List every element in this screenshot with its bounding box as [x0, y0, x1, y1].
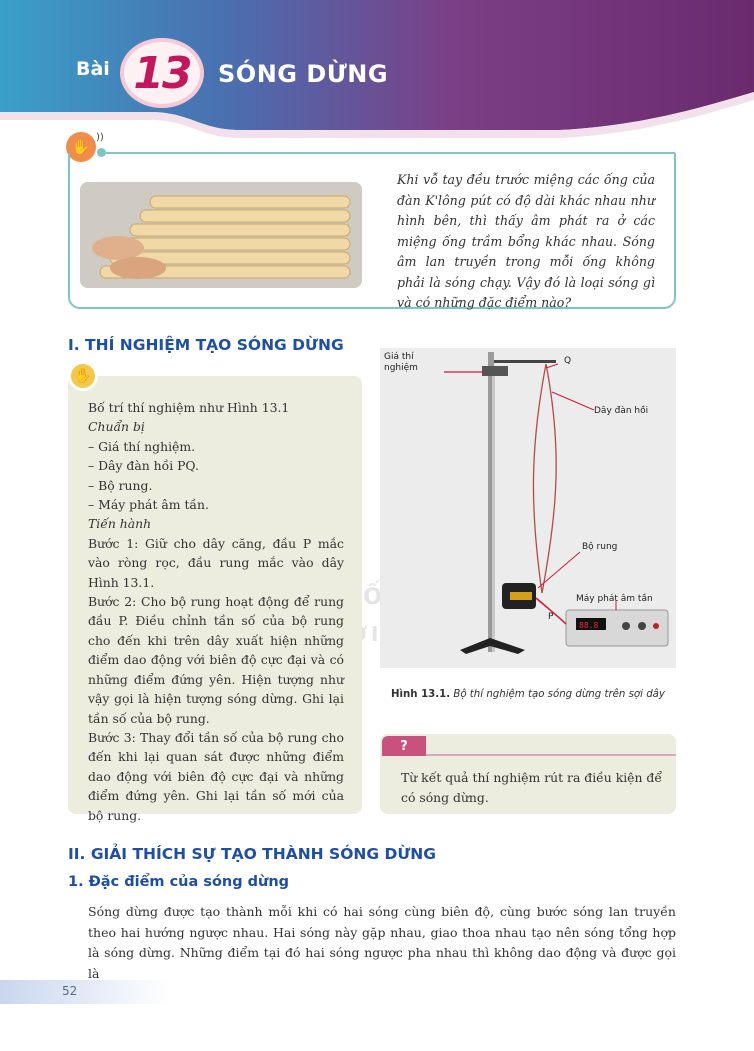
step-1: Bước 1: Giữ cho dây căng, đầu P mắc vào ròng rọc, đầu rung mắc vào dây Hình 13.1. [88, 535, 344, 590]
proc-label: Tiến hành [88, 516, 152, 532]
activity-text [88, 398, 344, 825]
label-vibrator: Bộ rung [582, 542, 618, 552]
lesson-word: Bài [76, 58, 110, 80]
klong-put-photo [80, 182, 362, 288]
figure-caption [380, 688, 676, 701]
label-string: Dây đàn hồi [594, 406, 649, 416]
step-3: Bước 3: Thay đổi tần số của bộ rung cho đến khi lại quan sát được những điểm dao động với biên độ cực đại và những điểm đứng yên. Ghi lại tần số mới của bộ rung. [88, 729, 344, 823]
prep-item: – Bộ rung. [88, 477, 153, 493]
body-paragraph: Sóng dừng được tạo thành mỗi khi có hai sóng cùng biên độ, cùng bước sóng lan truyền theo hai hướng ngược nhau. Hai sóng này gặp nhau, giao thoa nhau tạo nên sóng tổng hợp là sóng dừng. Những điểm tại đó hai sóng ngược pha nhau thì không dao động và được gọi là [88, 904, 676, 981]
lesson-number: 13 [133, 47, 191, 99]
lesson-title: SÓNG DỪNG [218, 60, 389, 88]
footer-bar [0, 980, 170, 1004]
figure-13-1 [380, 348, 676, 668]
section-2-heading: II. GIẢI THÍCH SỰ TẠO THÀNH SÓNG DỪNG [68, 845, 436, 863]
prep-item: – Giá thí nghiệm. [88, 438, 196, 454]
activity-intro: Bố trí thí nghiệm như Hình 13.1 [88, 400, 290, 415]
standing-wave-apparatus [380, 348, 676, 668]
question-mark-icon: ? [382, 736, 426, 756]
label-q: Q [564, 356, 572, 366]
prep-item: – Dây đàn hồi PQ. [88, 458, 199, 474]
subsection-1-heading: 1. Đặc điểm của sóng dừng [68, 874, 290, 890]
question-text: Từ kết quả thí nghiệm rút ra điều kiện để có sóng dừng. [401, 770, 662, 805]
intro-text: Khi vỗ tay đều trước miệng các ống của đàn K'lông pút có độ dài khác nhau như hình bên, thì thấy âm phát ra ở các miệng ống trầm bổng khác nhau. Sóng âm lan truyền trong mỗi ống không phải là sóng chạy. Vậy đó là loại sóng gì và có những đặc điểm nào? [397, 172, 655, 310]
prep-label: Chuẩn bị [88, 419, 145, 435]
section-1-heading: I. THÍ NGHIỆM TẠO SÓNG DỪNG [68, 336, 344, 354]
klong-put-illustration [80, 182, 362, 288]
clapping-hand-icon: ✋ [66, 132, 96, 162]
activity-hand-icon: ✋ [68, 361, 98, 391]
question-line [426, 754, 676, 756]
lesson-number-badge [120, 38, 204, 108]
prep-item: – Máy phát âm tần. [88, 497, 209, 513]
label-p: P [548, 612, 554, 622]
label-generator: Máy phát âm tần [576, 594, 653, 604]
generator-display: 88.8 [579, 621, 599, 630]
label-stand: Giá thí nghiệm [384, 352, 418, 373]
watermark-line-1: NỐI [340, 585, 399, 610]
caption-number: Hình 13.1. [391, 689, 451, 700]
step-2: Bước 2: Cho bộ rung hoạt động để rung đầu P. Điều chỉnh tần số của bộ rung cho đến khi trên dây xuất hiện những điểm dao động với biên độ cực đại và có những điểm đứng yên. Hiện tượng như vậy gọi là hiện tượng sóng dừng. Ghi lại tần số của bộ rung. [88, 594, 344, 726]
page-number: 52 [62, 984, 78, 998]
caption-text: Bộ thí nghiệm tạo sóng dừng trên sợi dây [453, 689, 665, 700]
sound-wave-icon: )) [96, 132, 104, 143]
